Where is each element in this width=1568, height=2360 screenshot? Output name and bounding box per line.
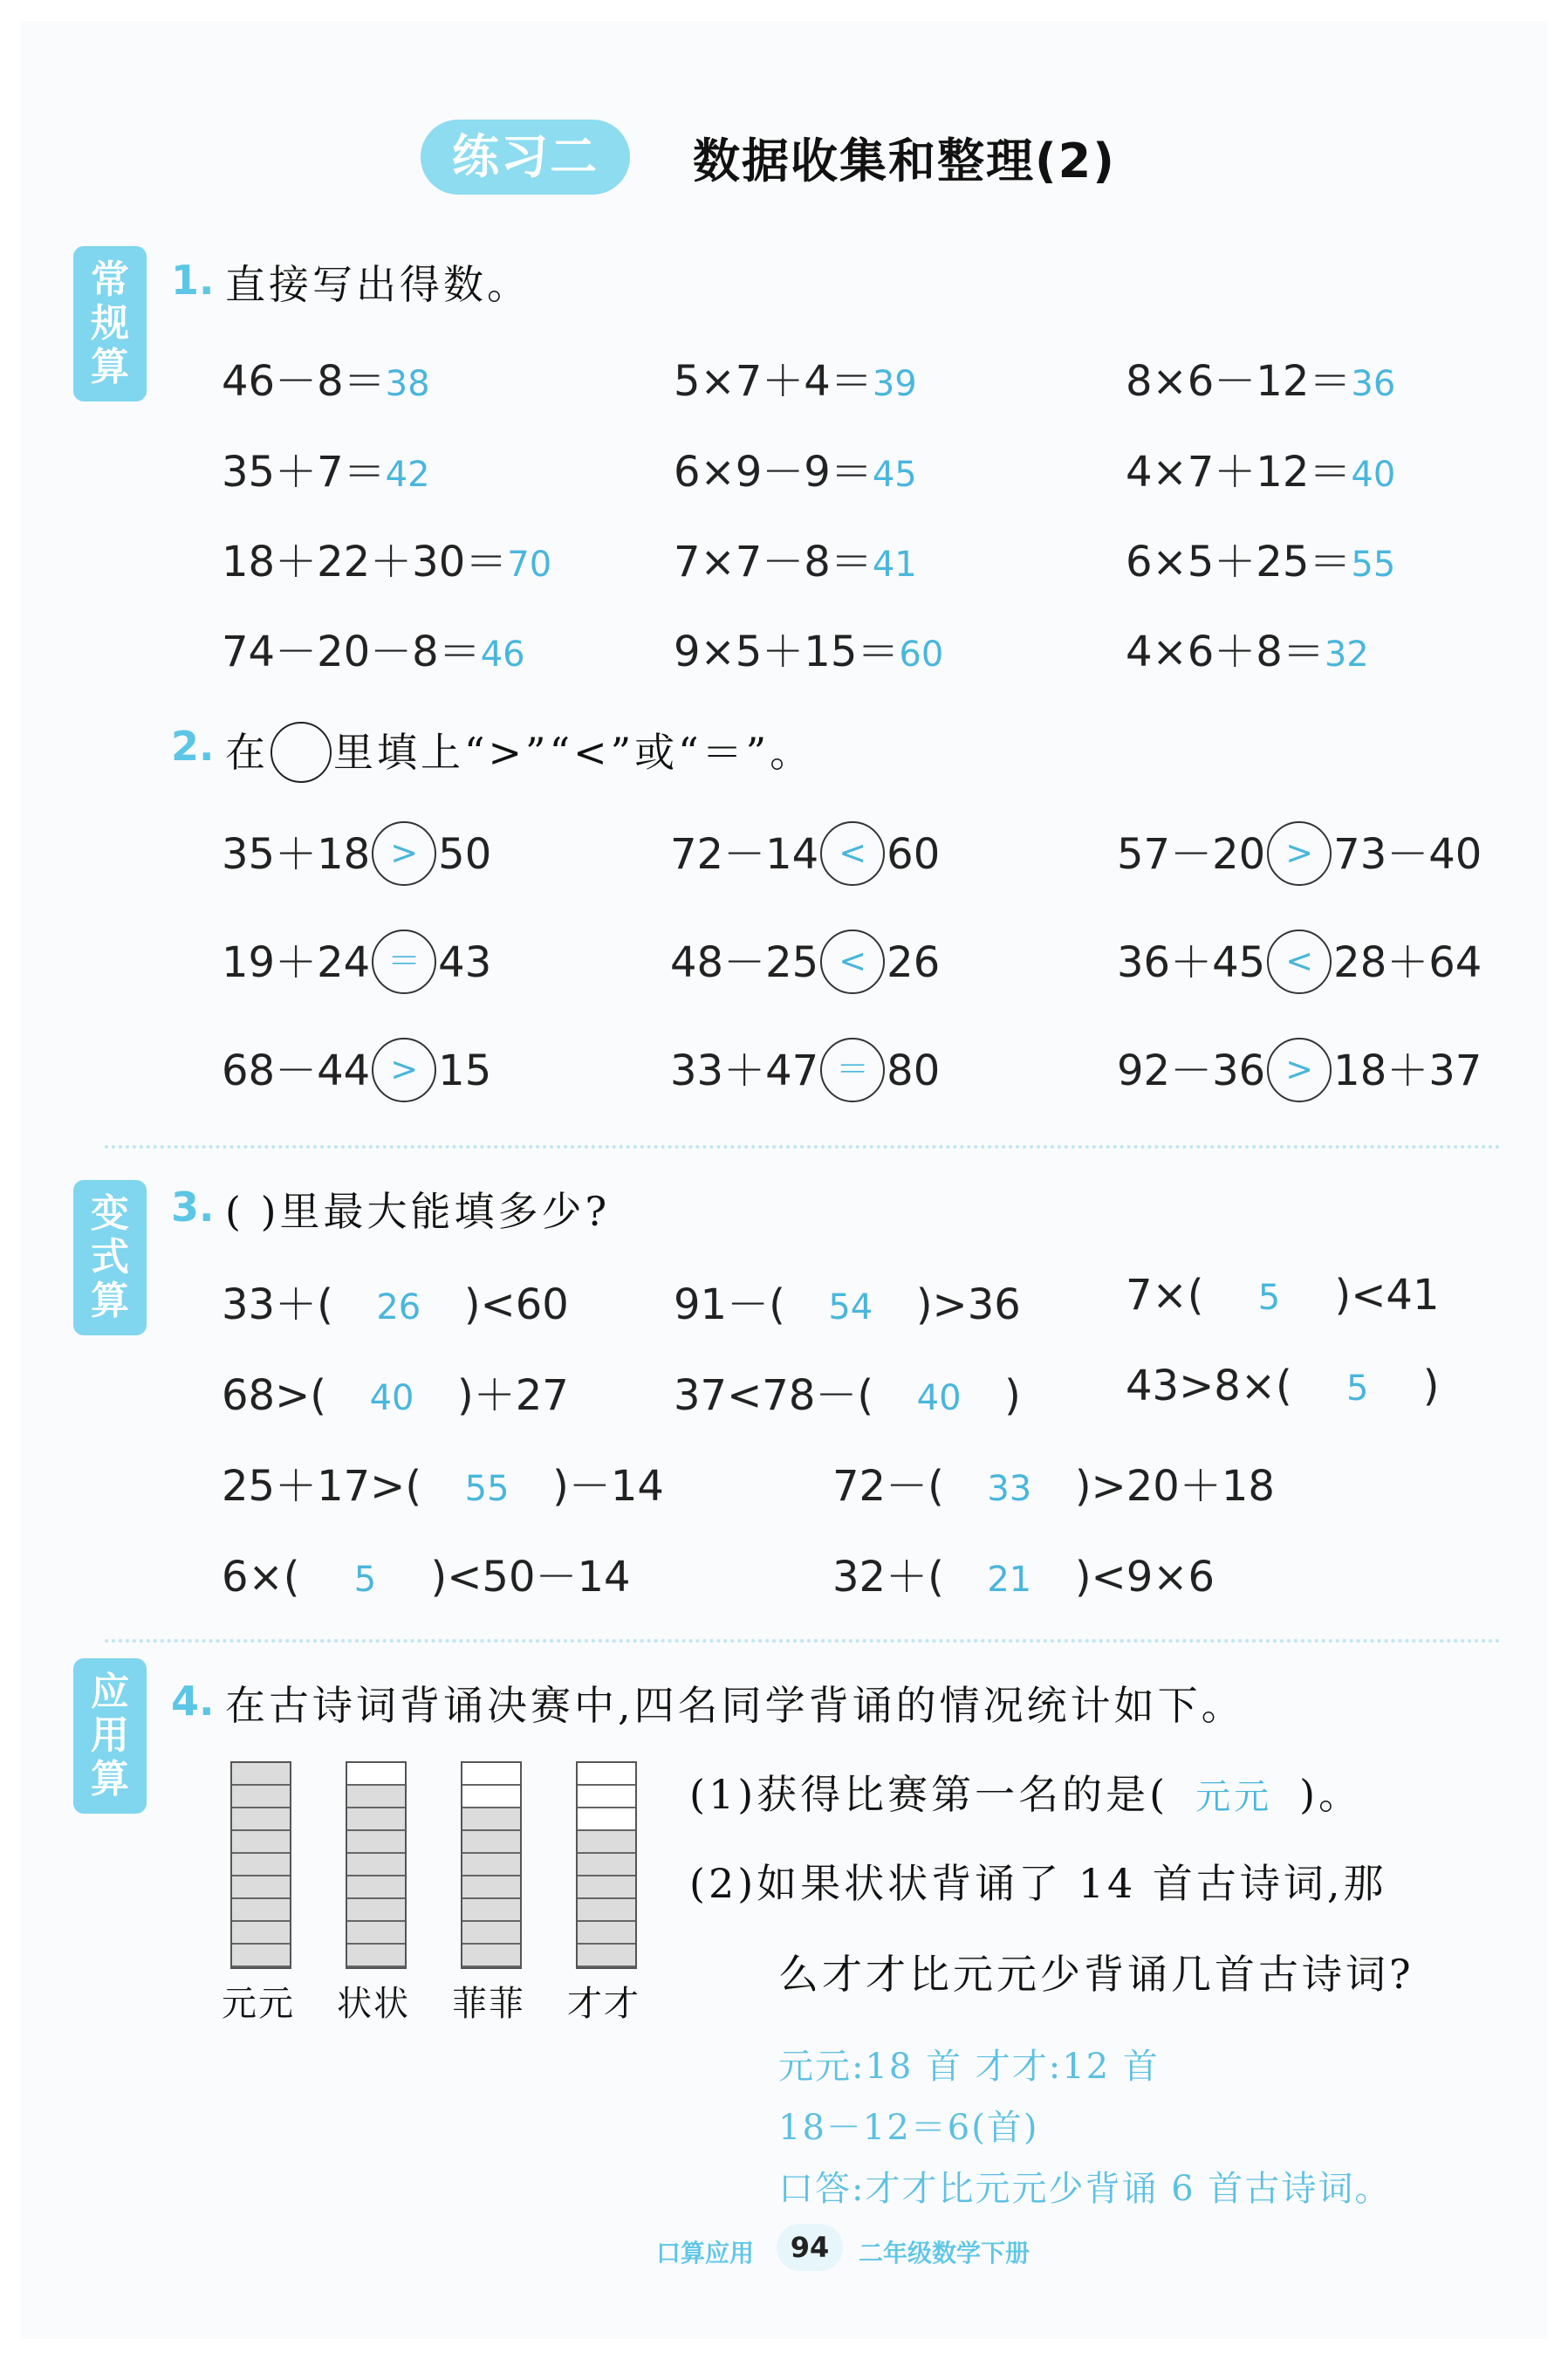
bar-cell [232,1808,290,1831]
bar-cell [347,1786,405,1808]
comparison-circle: < [820,821,885,886]
bar-cell [232,1763,290,1786]
answer: 45 [872,455,917,495]
bar-label: 菲菲 [452,1984,525,2024]
expression-start: 7×( [1126,1271,1204,1320]
left-expression: 19＋24 [222,938,371,987]
comparison-circle: > [1267,821,1332,886]
bar-cell [578,1876,635,1899]
answer: 36 [1351,364,1396,404]
bar-cell [578,1922,635,1945]
q2-comparison [222,1037,491,1106]
q3-inequality [674,1362,1021,1422]
bar-cell [232,1899,290,1922]
right-expression: 50 [438,830,492,879]
bar-cell [462,1763,520,1786]
answer: 21 [987,1560,1032,1600]
q3-inequality [1126,1362,1440,1410]
answer: 42 [385,455,430,495]
answer: 39 [872,364,917,404]
left-expression: 68－44 [222,1046,371,1095]
bar-cell [578,1786,635,1808]
comparison-circle: ＝ [820,1038,885,1102]
bar-cell [462,1831,520,1854]
expression-start: 43>8×( [1126,1362,1292,1410]
bar-cell [232,1876,290,1899]
q3-inequality [222,1452,664,1513]
bar-column [346,1761,407,1969]
expression-end: )＋27 [457,1371,569,1420]
q3-inequality [832,1543,1215,1603]
bar-cell [578,1763,635,1786]
comparison-circle: < [820,930,885,994]
equation-text: 18＋22＋30＝ [222,538,508,587]
q2-comparison [1117,820,1482,889]
q4-instruction: 在古诗词背诵决赛中,四名同学背诵的情况统计如下。 [225,1682,1245,1729]
q2-comparison [670,820,940,889]
bar-label: 状状 [337,1984,410,2024]
answer: 38 [385,364,430,404]
page-number: 94 [777,2224,843,2271]
q1-number: 1. [171,257,215,304]
q2-comparison [1117,929,1482,998]
q4-sub2-line1: (2)如果状状背诵了 14 首古诗词,那 [689,1860,1387,1907]
right-expression: 60 [887,830,941,879]
lesson-badge: 练习二 [421,120,630,195]
q4-sub1: (1)获得比赛第一名的是( 元元 )。 [689,1771,1363,1818]
q1-equation [674,618,943,678]
q2-instruction: 在 里填上“>”“<”或“＝”。 [225,721,813,786]
bar-cell [462,1945,520,1967]
q3-instruction: ( )里最大能填多少? [225,1188,611,1235]
bar-column [230,1761,291,1969]
divider [105,1145,1501,1149]
tab-routine: 常 规 算 [73,246,147,401]
answer: 54 [828,1287,873,1328]
answer: 41 [872,545,917,585]
bar-label: 元元 [222,1984,295,2024]
bar-cell [347,1945,405,1967]
comparison-circle: > [372,821,436,886]
expression-start: 37<78－( [674,1371,874,1420]
q1-equation [674,528,917,588]
answer: 46 [480,635,525,675]
equation-text: 74－20－8＝ [222,628,481,676]
page-title: 数据收集和整理(2) [693,134,1116,189]
answer: 70 [507,545,552,585]
divider [105,1639,1501,1643]
q1-equation [1126,438,1395,498]
equation-text: 7×7－8＝ [674,538,873,587]
right-expression: 15 [438,1046,492,1095]
q4-number: 4. [171,1677,215,1725]
expression-end: )<41 [1334,1271,1440,1320]
expression-end: )－14 [552,1462,664,1511]
bar-cell [347,1763,405,1786]
expression-start: 91－( [674,1280,785,1329]
answer: 33 [987,1469,1032,1509]
bar-column [461,1761,522,1969]
answer: 5 [353,1560,377,1600]
answer: 40 [1351,455,1396,495]
bar-cell [347,1922,405,1945]
equation-text: 5×7＋4＝ [674,357,873,406]
q2-comparison [222,929,491,998]
expression-start: 32＋( [832,1553,944,1602]
equation-text: 4×7＋12＝ [1126,448,1352,497]
expression-end: ) [1004,1371,1021,1420]
q3-inequality [222,1543,631,1603]
bar-cell [347,1876,405,1899]
bar-cell [232,1831,290,1854]
bar-cell [462,1899,520,1922]
q1-equation [674,347,917,408]
answer: 40 [916,1378,962,1418]
bar-label: 才才 [567,1984,640,2024]
q1-equation [222,528,551,588]
expression-end: )>20＋18 [1074,1462,1275,1511]
left-expression: 35＋18 [222,830,371,879]
expression-end: )<60 [463,1280,569,1329]
bar-cell [462,1808,520,1831]
q3-inequality [1126,1271,1440,1320]
answer: 5 [1346,1369,1369,1409]
q4-solution-line2: 18－12＝6(首) [778,2108,1039,2148]
bar-cell [578,1899,635,1922]
q3-inequality [674,1271,1021,1331]
blank-circle-icon [270,722,332,783]
bar-cell [232,1922,290,1945]
q2-comparison [1117,1037,1482,1106]
footer-grade-label: 二年级数学下册 [859,2239,1030,2267]
q2-comparison [670,1037,940,1106]
answer: 40 [369,1378,414,1418]
q1-equation [222,347,430,408]
expression-end: ) [1422,1362,1440,1410]
right-expression: 26 [887,938,941,987]
right-expression: 28＋64 [1333,938,1482,987]
expression-start: 33＋( [222,1280,333,1329]
q4-sub2-line2: 么才才比元元少背诵几首古诗词? [778,1951,1414,1998]
equation-text: 6×5＋25＝ [1126,538,1352,587]
bar-cell [347,1831,405,1854]
q1-instruction: 直接写出得数。 [225,261,531,308]
q2-number: 2. [171,723,215,770]
answer: 60 [899,635,944,675]
bar-cell [232,1854,290,1876]
bar-cell [232,1945,290,1967]
bar-cell [232,1786,290,1808]
tab-application: 应 用 算 [73,1658,147,1814]
answer: 55 [1351,545,1396,585]
q1-equation [1126,618,1369,678]
left-expression: 36＋45 [1117,938,1266,987]
left-expression: 48－25 [670,938,819,987]
q1-equation [674,438,917,498]
left-expression: 72－14 [670,830,819,879]
answer: 32 [1324,635,1369,675]
equation-text: 4×6＋8＝ [1126,628,1325,676]
q3-inequality [222,1362,569,1422]
expression-end: )<50－14 [430,1553,631,1602]
bar-cell [462,1786,520,1808]
bar-cell [578,1808,635,1831]
bar-cell [578,1854,635,1876]
right-expression: 73－40 [1333,830,1482,879]
expression-start: 68>( [222,1371,327,1420]
q4-solution-line3: 口答:才才比元元少背诵 6 首古诗词。 [778,2169,1392,2209]
bar-cell [347,1899,405,1922]
q4-sub1-answer: 元元 [1195,1777,1273,1817]
q3-inequality [222,1271,569,1331]
expression-start: 72－( [832,1462,944,1511]
q1-equation [222,438,430,498]
expression-start: 25＋17>( [222,1462,422,1511]
answer: 26 [376,1287,421,1328]
q1-equation [1126,347,1395,408]
equation-text: 6×9－9＝ [674,448,873,497]
tab-variant: 变 式 算 [73,1180,147,1335]
left-expression: 57－20 [1117,830,1266,879]
right-expression: 43 [438,938,492,987]
footer-book-title: 口算应用 [656,2239,755,2267]
answer: 55 [464,1469,510,1509]
expression-end: )>36 [915,1280,1021,1329]
q2-comparison [222,820,491,889]
answer: 5 [1257,1278,1281,1318]
bar-cell [462,1854,520,1876]
equation-text: 8×6－12＝ [1126,357,1352,406]
comparison-circle: < [1267,930,1332,994]
expression-start: 6×( [222,1553,300,1602]
bar-cell [347,1808,405,1831]
equation-text: 9×5＋15＝ [674,628,900,676]
bar-cell [578,1945,635,1967]
q3-inequality [832,1452,1275,1513]
left-expression: 33＋47 [670,1046,819,1095]
equation-text: 46－8＝ [222,357,386,406]
bar-cell [578,1831,635,1854]
bar-column [576,1761,637,1969]
q1-equation [222,618,525,678]
q4-solution-line1: 元元:18 首 才才:12 首 [778,2047,1160,2087]
equation-text: 35＋7＝ [222,448,386,497]
q3-number: 3. [171,1183,215,1231]
q1-equation [1126,528,1395,588]
comparison-circle: > [1267,1038,1332,1102]
left-expression: 92－36 [1117,1046,1266,1095]
bar-cell [347,1854,405,1876]
bar-cell [462,1876,520,1899]
q2-comparison [670,929,940,998]
expression-end: )<9×6 [1074,1553,1215,1602]
right-expression: 80 [887,1046,941,1095]
right-expression: 18＋37 [1333,1046,1482,1095]
comparison-circle: ＝ [372,930,436,994]
bar-cell [462,1922,520,1945]
comparison-circle: > [372,1038,436,1102]
